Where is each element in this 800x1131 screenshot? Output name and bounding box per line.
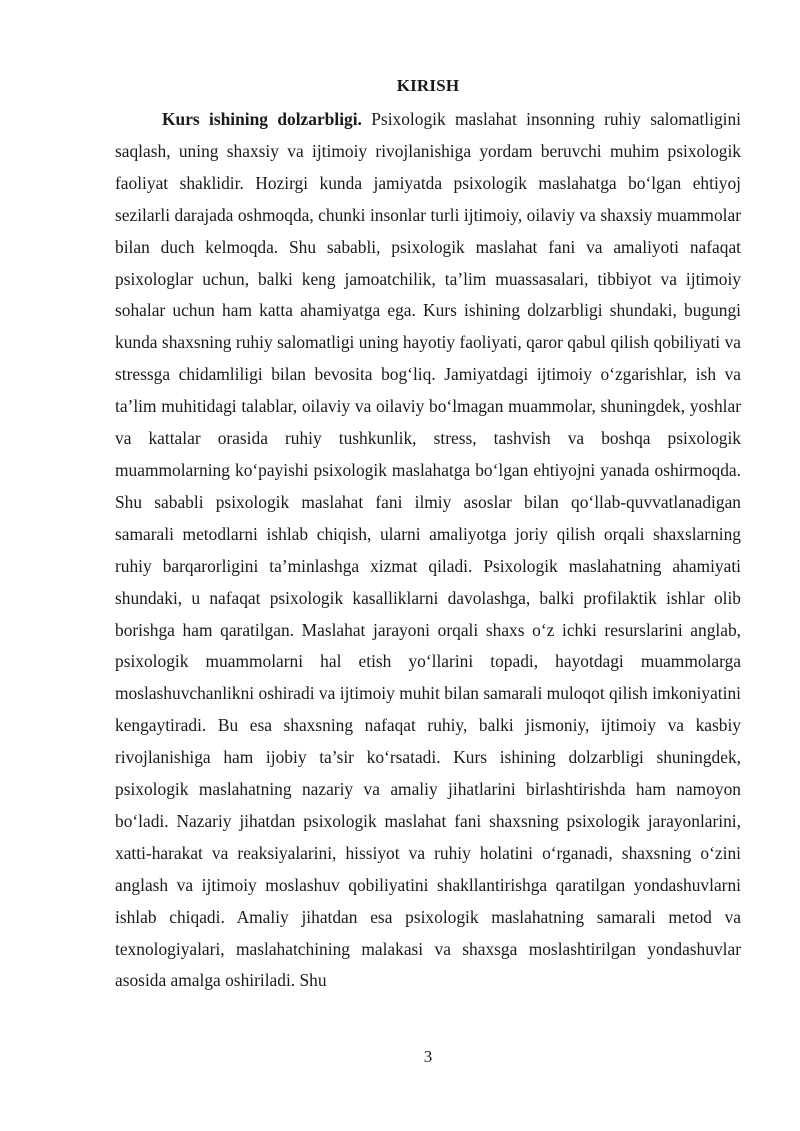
paragraph-lead: Kurs ishining dolzarbligi. xyxy=(162,109,362,129)
page-number: 3 xyxy=(423,1047,433,1066)
paragraph-text: Psixologik maslahat insonning ruhiy salomatligini saqlash, uning shaxsiy va ijtimoiy rivojlanishiga yordam beruvchi muhim psixologik faoliyat shaklidir. Hozirgi kunda jamiyatda psixologik maslahatga bo‘lgan ehtiyoj sezilarli darajada oshmoqda, chunki insonlar turli ijtimoiy, oilaviy va shaxsiy muammolar bilan duch kelmoqda. Shu sababli, psixologik maslahat fani va amaliyoti nafaqat psixologlar uchun, balki keng jamoatchilik, ta’lim muassasalari, tibbiyot va ijtimoiy sohalar uchun ham katta ahamiyatga ega. Kurs ishining dolzarbligi shundaki, bugungi kunda shaxsning ruhiy salomatligi uning hayotiy faoliyati, qaror qabul qilish qobiliyati va stressga chidamliligi bilan bevosita bog‘liq. Jamiyatdagi ijtimoiy o‘zgarishlar, ish va ta’lim muhitidagi talablar, oilaviy va oilaviy bo‘lmagan muammolar, shuningdek, yoshlar va kattalar orasida ruhiy tushkunlik, stress, tashvish va boshqa psixologik muammolarning ko‘payishi psixologik maslahatga bo‘lgan ehtiyojni yanada oshirmoqda. Shu sababli psixologik maslahat fani ilmiy asoslar bilan qo‘llab-quvvatlanadigan samarali metodlarni ishlab chiqish, ularni amaliyotga joriy qilish orqali shaxslarning ruhiy barqarorligini ta’minlashga xizmat qiladi. Psixologik maslahatning ahamiyati shundaki, u nafaqat psixologik kasalliklarni davolashga, balki profilaktik ishlar olib borishga ham qaratilgan. Maslahat jarayoni orqali shaxs o‘z ichki resurslarini anglab, psixologik muammolarni hal etish yo‘llarini topadi, hayotdagi muammolarga moslashuvchanlikni oshiradi va ijtimoiy muhit bilan samarali muloqot qilish imkoniyatini kengaytiradi. Bu esa shaxsning nafaqat ruhiy, balki jismoniy, ijtimoiy va kasbiy rivojlanishiga ham ijobiy ta’sir ko‘rsatadi. Kurs ishining dolzarbligi shuningdek, psixologik maslahatning nazariy va amaliy jihatlarini birlashtirishda ham namoyon bo‘ladi. Nazariy jihatdan psixologik maslahat fani shaxsning psixologik jarayonlarini, xatti-harakat va reaksiyalarini, hissiyot va ruhiy holatini o‘rganadi, shaxsning o‘zini anglash va ijtimoiy moslashuv qobiliyatini shakllantirishga qaratilgan yondashuvlarni ishlab chiqadi. Amaliy jihatdan esa psixologik maslahatning samarali metod va texnologiyalari, maslahatchining malakasi va shaxsga moslashtirilgan yondashuvlar asosida amalga oshiriladi. Shu xyxy=(115,109,741,991)
body-paragraph xyxy=(115,104,741,997)
section-heading: KIRISH xyxy=(396,76,460,95)
